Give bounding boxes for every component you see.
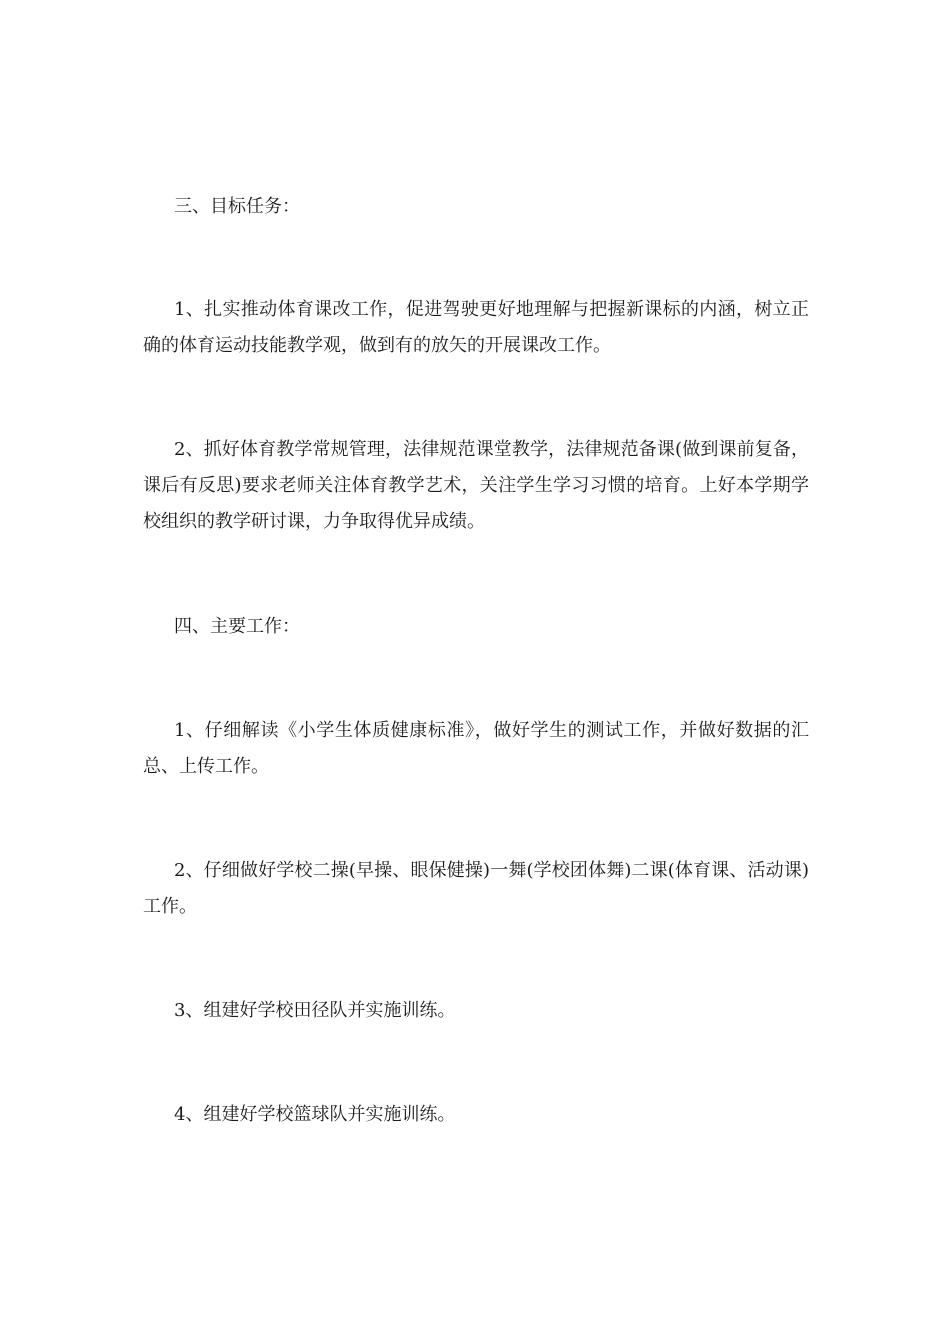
goal-item-2: 2、抓好体育教学常规管理，法律规范课堂教学，法律规范备课(做到课前复备，课后有反思)要求老师关注体育教学艺术，关注学生学习习惯的培育。上好本学期学校组织的教学研讨课，力争取得优异成绩。 [143,439,809,532]
work-item-1: 1、仔细解读《小学生体质健康标准》，做好学生的测试工作，并做好数据的汇总、上传工作。 [143,720,809,777]
work-item-2: 2、仔细做好学校二操(早操、眼保健操)一舞(学校团体舞)二课(体育课、活动课)工作。 [143,860,809,917]
section-heading-main-work: 四、主要工作： [174,616,300,637]
goal-item-1: 1、扎实推动体育课改工作，促进驾驶更好地理解与把握新课标的内涵，树立正确的体育运动技能教学观，做到有的放矢的开展课改工作。 [143,299,809,356]
section-heading-goals: 三、目标任务： [174,196,300,217]
work-item-4: 4、组建好学校篮球队并实施训练。 [174,1104,456,1125]
work-item-3: 3、组建好学校田径队并实施训练。 [174,1000,456,1021]
